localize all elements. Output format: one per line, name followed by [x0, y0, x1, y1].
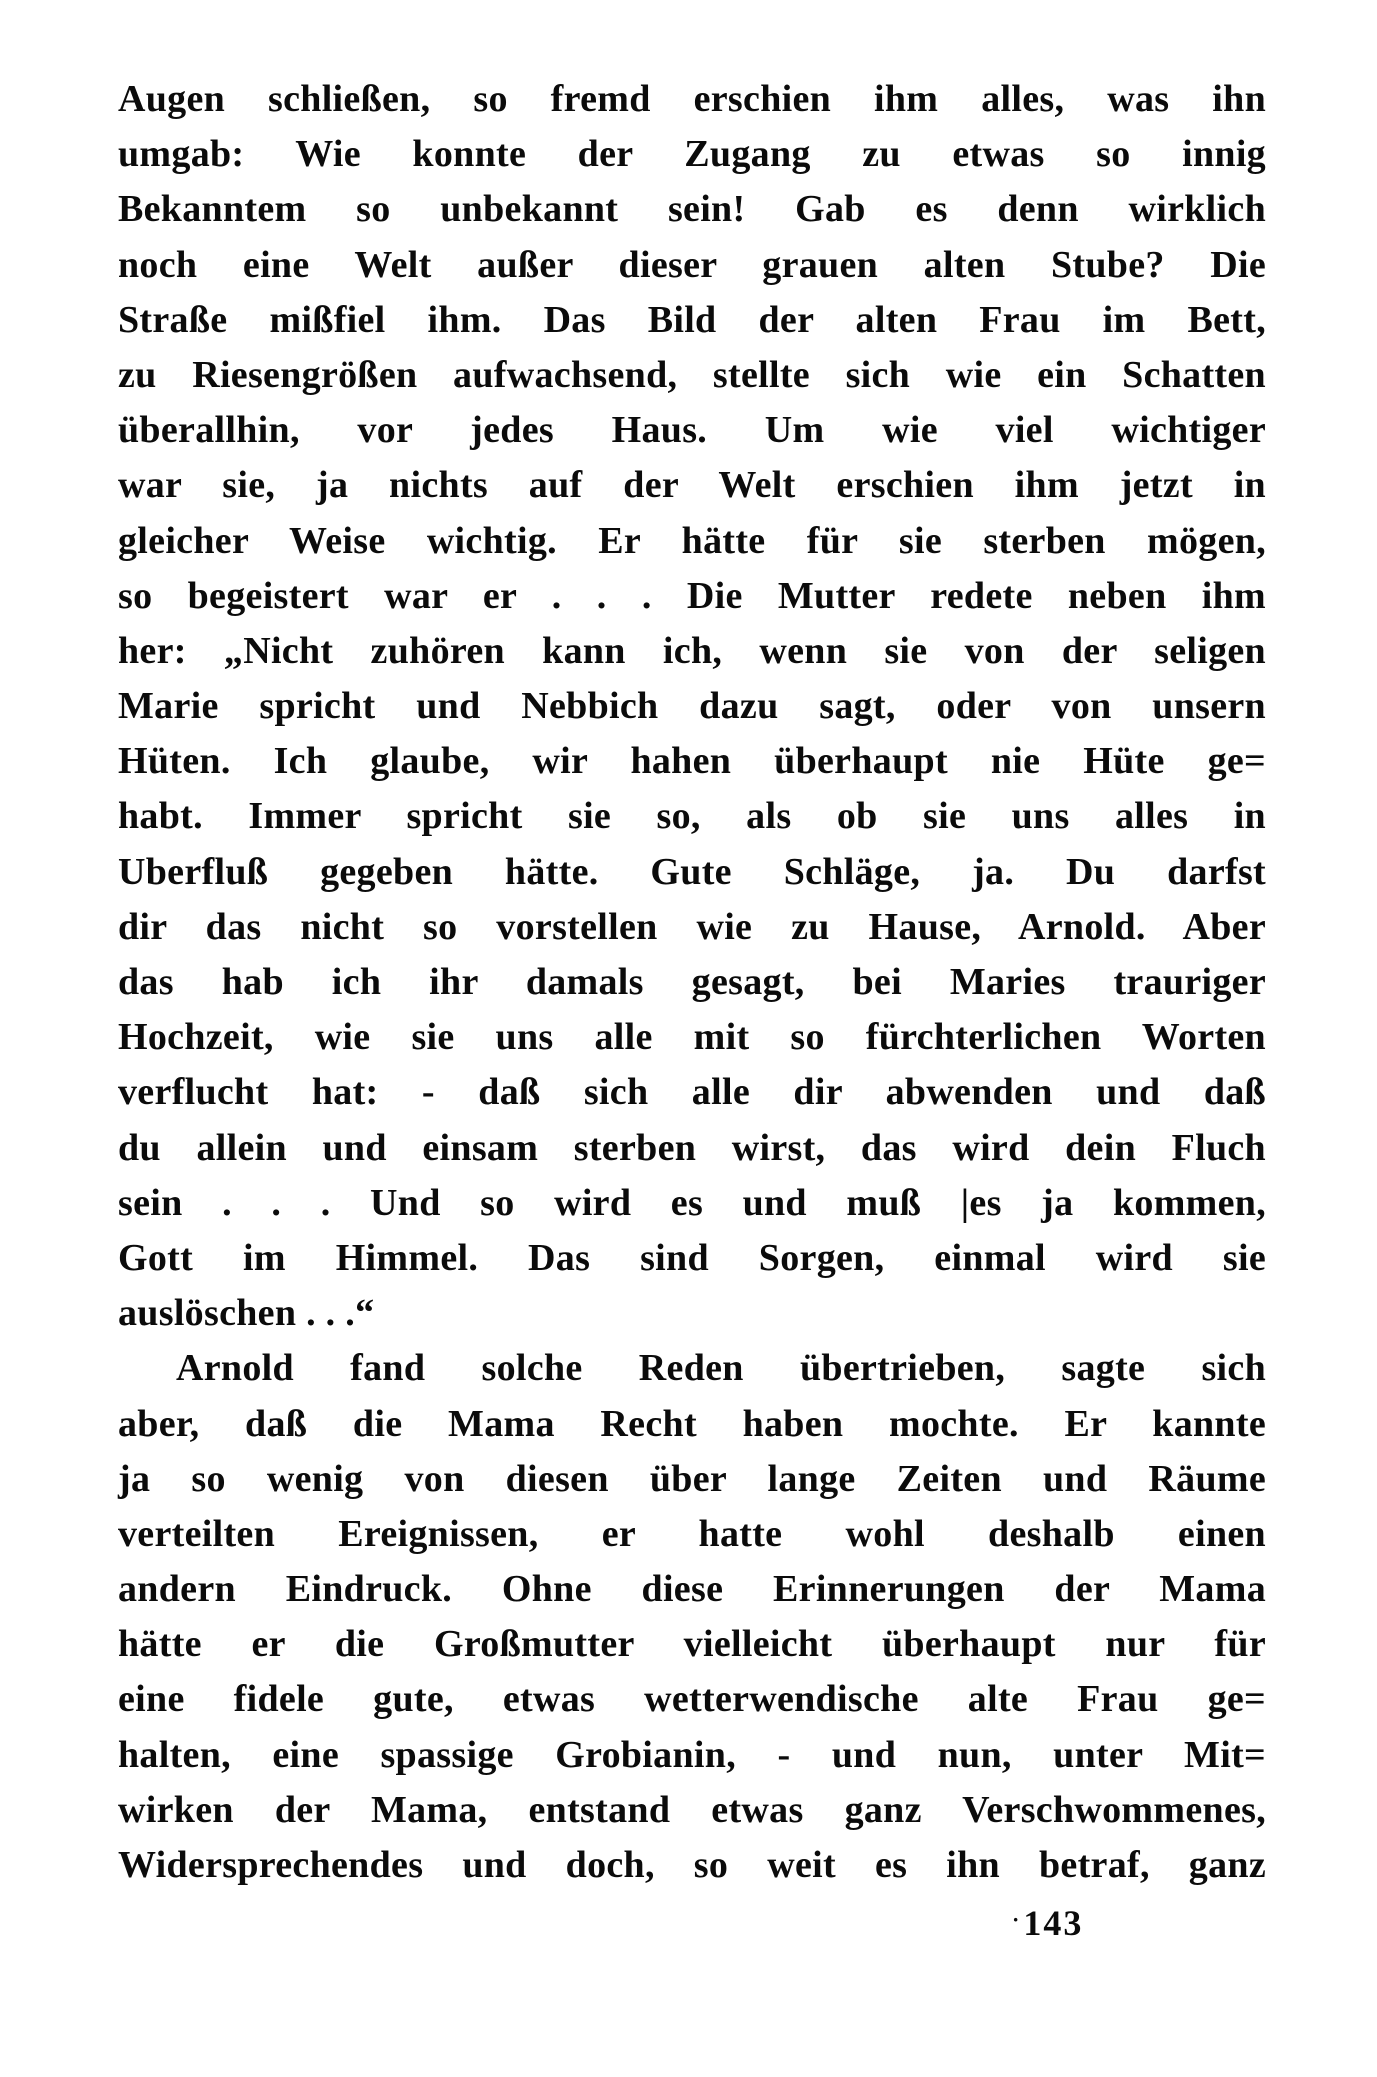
text-line: noch eine Welt außer dieser grauen alten Stube? Die [118, 243, 1266, 286]
text-line: überallhin, vor jedes Haus. Um wie viel wichtiger [118, 409, 1266, 452]
text-line: Widersprechendes und doch, so weit es ihn betraf, ganz [118, 1844, 1266, 1886]
text-line: Straße mißfiel ihm. Das Bild der alten Frau im Bett, [118, 298, 1266, 341]
text-line: verflucht hat: - daß sich alle dir abwenden und daß [118, 1071, 1266, 1114]
text-line: habt. Immer spricht sie so, als ob sie uns alles in [118, 795, 1266, 838]
text-line: umgab: Wie konnte der Zugang zu etwas so innig [118, 133, 1266, 176]
text-line: verteilten Ereignissen, er hatte wohl deshalb einen [118, 1512, 1266, 1555]
text-line: hätte er die Großmutter vielleicht überhaupt nur für [118, 1623, 1266, 1666]
text-line: Augen schließen, so fremd erschien ihm alles, was ihn [118, 78, 1266, 120]
text-line: wirken der Mama, entstand etwas ganz Verschwommenes, [118, 1788, 1266, 1831]
page-number [1012, 1902, 1083, 1944]
text-line: so begeistert war er . . . Die Mutter redete neben ihm [118, 574, 1266, 617]
text-line: andern Eindruck. Ohne diese Erinnerungen der Mama [118, 1568, 1266, 1611]
text-line: halten, eine spassige Grobianin, - und nun, unter Mit= [118, 1733, 1266, 1776]
text-line: eine fidele gute, etwas wetterwendische alte Frau ge= [118, 1678, 1266, 1721]
text-line: war sie, ja nichts auf der Welt erschien ihm jetzt in [118, 464, 1266, 507]
text-line: her: „Nicht zuhören kann ich, wenn sie von der seligen [118, 629, 1266, 672]
text-block [118, 72, 1266, 1893]
text-line: dir das nicht so vorstellen wie zu Hause, Arnold. Aber [118, 905, 1266, 948]
text-line: das hab ich ihr damals gesagt, bei Maries trauriger [118, 961, 1266, 1003]
text-line-paragraph-start: Arnold fand solche Reden übertrieben, sagte sich [176, 1347, 1266, 1390]
page-number-mark: · [1012, 1907, 1020, 1932]
text-line-paragraph-end: auslöschen . . .“ [118, 1292, 375, 1335]
page-number-value: 143 [1023, 1903, 1084, 1943]
text-line: zu Riesengrößen aufwachsend, stellte sich wie ein Schatten [118, 353, 1266, 396]
text-line: gleicher Weise wichtig. Er hätte für sie sterben mögen, [118, 519, 1266, 562]
text-line: aber, daß die Mama Recht haben mochte. Er kannte [118, 1402, 1266, 1445]
text-line: Hochzeit, wie sie uns alle mit so fürchterlichen Worten [118, 1016, 1266, 1059]
text-line: Uberfluß gegeben hätte. Gute Schläge, ja. Du darfst [118, 850, 1266, 893]
text-line: du allein und einsam sterben wirst, das wird dein Fluch [118, 1126, 1266, 1169]
text-line: Marie spricht und Nebbich dazu sagt, oder von unsern [118, 685, 1266, 728]
text-line: Bekanntem so unbekannt sein! Gab es denn wirklich [118, 188, 1266, 231]
text-line: Hüten. Ich glaube, wir hahen überhaupt nie Hüte ge= [118, 740, 1266, 783]
text-line: sein . . . Und so wird es und muß |es ja kommen, [118, 1181, 1266, 1224]
text-line: ja so wenig von diesen über lange Zeiten und Räume [118, 1457, 1266, 1500]
text-line: Gott im Himmel. Das sind Sorgen, einmal wird sie [118, 1236, 1266, 1279]
